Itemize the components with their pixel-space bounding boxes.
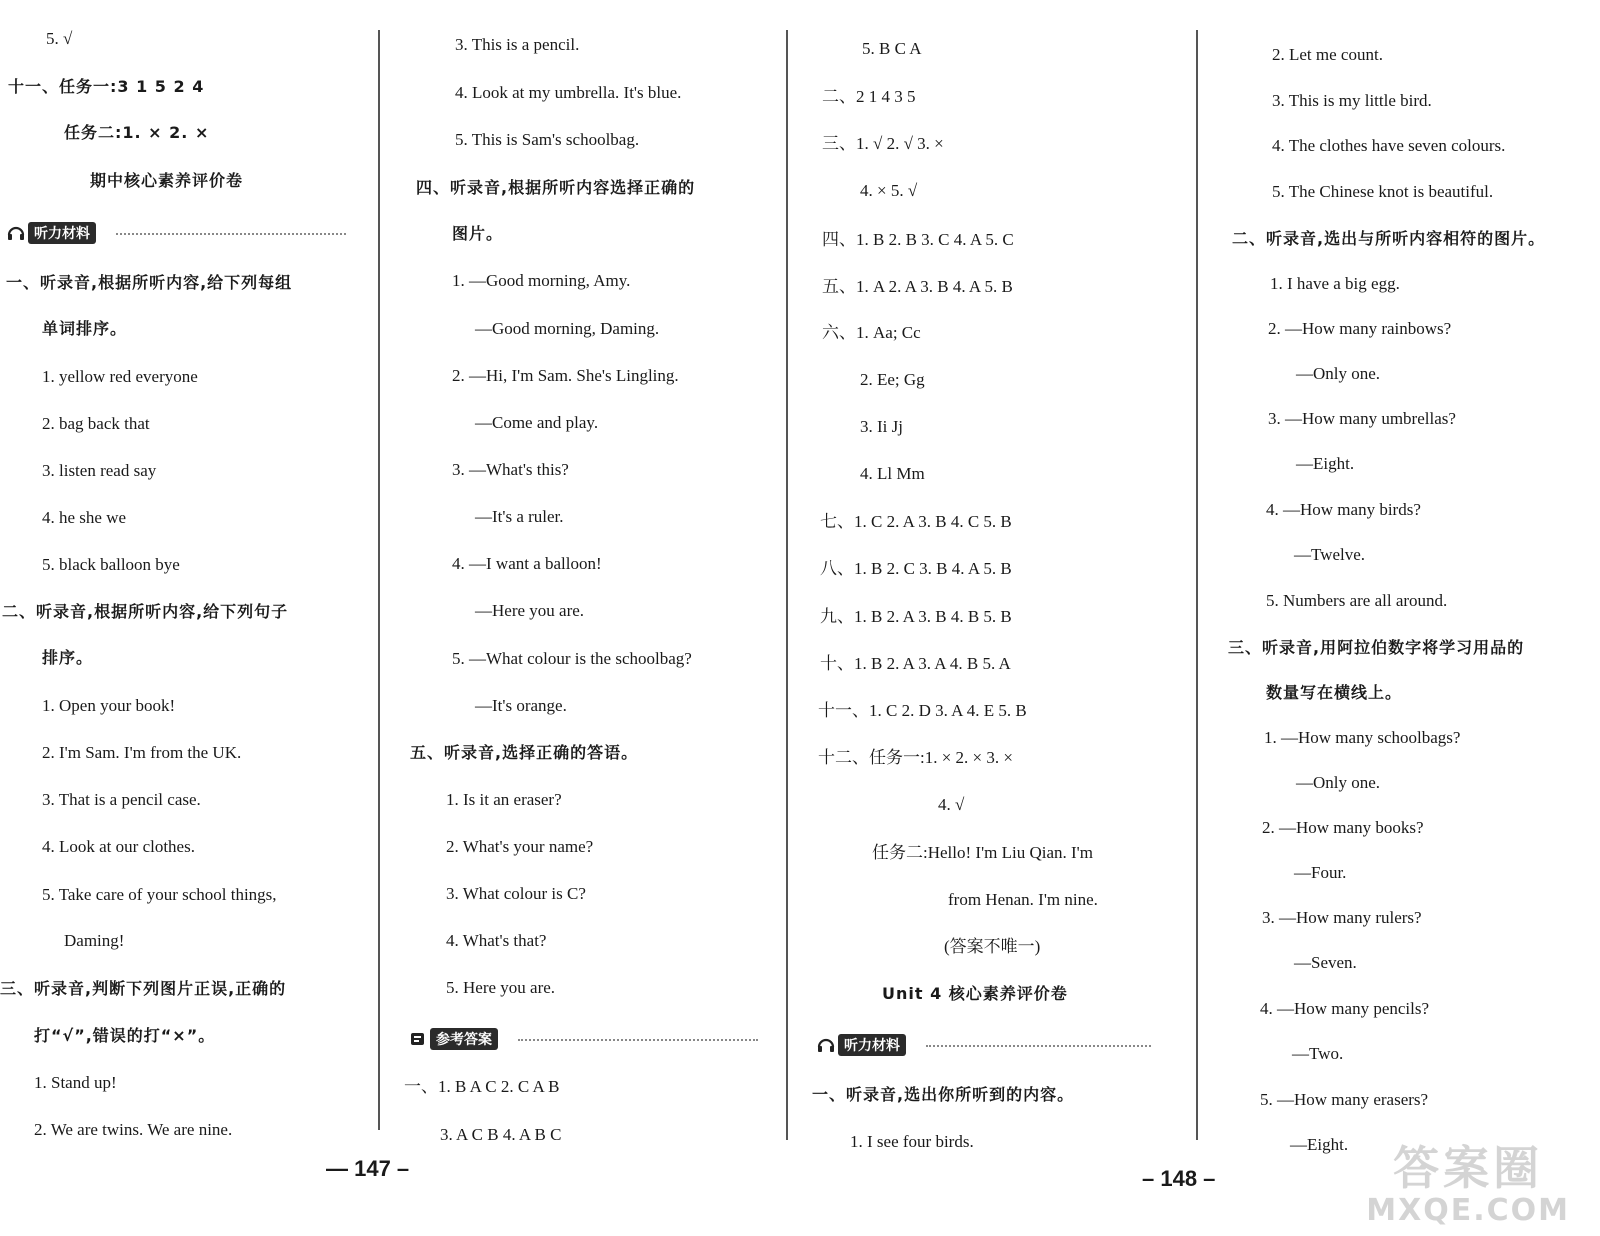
answer-line: Daming! — [64, 931, 125, 950]
section-tag-label: 听力材料 — [838, 1034, 906, 1056]
answer-line: 五、1. A 2. A 3. B 4. A 5. B — [822, 277, 1013, 296]
question-heading: 二、听录音,选出与所听内容相符的图片。 — [1232, 229, 1546, 248]
question-heading: 数量写在横线上。 — [1266, 683, 1403, 702]
headphones-icon — [6, 223, 26, 243]
page-number: – 148 – — [1142, 1166, 1216, 1191]
answer-line: 九、1. B 2. A 3. B 4. B 5. B — [820, 607, 1012, 626]
answer-line: 5. black balloon bye — [42, 555, 180, 574]
answer-line: 5. This is Sam's schoolbag. — [455, 130, 640, 149]
answer-line: 5. B C A — [862, 39, 922, 58]
answer-line: 四、1. B 2. B 3. C 4. A 5. C — [822, 230, 1014, 249]
answer-line: 1. Is it an eraser? — [446, 790, 562, 809]
answer-line: 4. Look at our clothes. — [42, 837, 195, 856]
answer-line: 4. —How many pencils? — [1260, 999, 1430, 1018]
answer-line: 5. Here you are. — [446, 978, 556, 997]
answer-line: 任务二:Hello! I'm Liu Qian. I'm — [872, 843, 1093, 862]
section-title: Unit 4 核心素养评价卷 — [882, 984, 1068, 1003]
answer-line: 一、1. B A C 2. C A B — [404, 1077, 560, 1096]
answer-line: 3. listen read say — [42, 461, 157, 480]
question-heading: 五、听录音,选择正确的答语。 — [410, 743, 639, 762]
answer-line: 2. —How many rainbows? — [1268, 319, 1452, 338]
answer-line: 七、1. C 2. A 3. B 4. C 5. B — [820, 512, 1012, 531]
answer-line: —Only one. — [1296, 364, 1381, 383]
answer-line: 3. What colour is C? — [446, 884, 586, 903]
answer-line: —Come and play. — [475, 413, 599, 432]
answer-line: 3. This is a pencil. — [455, 35, 580, 54]
question-heading: 一、听录音,根据所听内容,给下列每组 — [6, 273, 293, 292]
answer-line: —Eight. — [1290, 1135, 1349, 1154]
question-heading: 打“√”,错误的打“×”。 — [34, 1026, 216, 1045]
watermark-logo-text: 答案圈 — [1393, 1141, 1544, 1195]
dotted-rule — [116, 233, 346, 235]
answer-line: 4. What's that? — [446, 931, 547, 950]
answer-line: from Henan. I'm nine. — [948, 890, 1098, 909]
answer-line: 三、1. √ 2. √ 3. × — [822, 134, 944, 153]
answer-line: 六、1. Aa; Cc — [822, 323, 921, 342]
column-divider — [786, 30, 788, 1140]
answer-line: —It's orange. — [475, 696, 567, 715]
dotted-rule — [926, 1045, 1151, 1047]
section-tag — [408, 1028, 498, 1050]
question-heading: 任务二:1. × 2. × — [64, 123, 210, 142]
answer-line: 3. —How many rulers? — [1262, 908, 1422, 927]
answer-line: 2. Ee; Gg — [860, 370, 925, 389]
answer-line: 4. —I want a balloon! — [452, 554, 602, 573]
answer-line: 2. Let me count. — [1272, 45, 1383, 64]
answer-line: 1. —Good morning, Amy. — [452, 271, 631, 290]
answer-line: 十一、1. C 2. D 3. A 4. E 5. B — [818, 701, 1027, 720]
answer-line: —Seven. — [1294, 953, 1357, 972]
section-tag-label: 参考答案 — [430, 1028, 498, 1050]
headphones-icon — [816, 1035, 836, 1055]
section-tag — [6, 222, 96, 244]
answer-line: 5. √ — [46, 29, 73, 48]
answer-line: 5. Take care of your school things, — [42, 885, 277, 904]
question-heading: 二、听录音,根据所听内容,给下列句子 — [2, 602, 289, 621]
answer-line: —Twelve. — [1294, 545, 1366, 564]
answer-line: —Only one. — [1296, 773, 1381, 792]
book-icon — [408, 1029, 428, 1049]
answer-line: 2. —Hi, I'm Sam. She's Lingling. — [452, 366, 679, 385]
answer-line: —Here you are. — [475, 601, 585, 620]
answer-line: 2. We are twins. We are nine. — [34, 1120, 233, 1139]
answer-line: —Four. — [1294, 863, 1347, 882]
answer-line: 二、2 1 4 3 5 — [822, 87, 916, 106]
answer-line: 1. yellow red everyone — [42, 367, 198, 386]
answer-line: 八、1. B 2. C 3. B 4. A 5. B — [820, 559, 1012, 578]
answer-line: 3. —What's this? — [452, 460, 569, 479]
column-divider — [378, 30, 380, 1130]
question-heading: 十一、任务一:3 1 5 2 4 — [8, 77, 205, 96]
answer-line: 5. Numbers are all around. — [1266, 591, 1448, 610]
answer-line: —Eight. — [1296, 454, 1355, 473]
answer-line: 2. What's your name? — [446, 837, 594, 856]
answer-line: 5. —What colour is the schoolbag? — [452, 649, 692, 668]
answer-line: 2. I'm Sam. I'm from the UK. — [42, 743, 242, 762]
answer-line: —Two. — [1292, 1044, 1344, 1063]
answer-line: 4. Ll Mm — [860, 464, 925, 483]
answer-line: 4. he she we — [42, 508, 127, 527]
question-heading: 四、听录音,根据所听内容选择正确的 — [416, 178, 696, 197]
dotted-rule — [518, 1039, 758, 1041]
answer-line: 1. I have a big egg. — [1270, 274, 1400, 293]
question-heading: 三、听录音,判断下列图片正误,正确的 — [0, 979, 287, 998]
answer-line: 3. This is my little bird. — [1272, 91, 1432, 110]
column-divider — [1196, 30, 1198, 1140]
question-heading: 三、听录音,用阿拉伯数字将学习用品的 — [1228, 638, 1525, 657]
answer-line: 4. —How many birds? — [1266, 500, 1421, 519]
answer-line: 3. A C B 4. A B C — [440, 1125, 562, 1144]
answer-line: 1. —How many schoolbags? — [1264, 728, 1461, 747]
answer-line: 1. Stand up! — [34, 1073, 117, 1092]
answer-line: 4. Look at my umbrella. It's blue. — [455, 83, 682, 102]
question-heading: 一、听录音,选出你所听到的内容。 — [812, 1085, 1075, 1104]
question-heading: 单词排序。 — [42, 319, 128, 338]
answer-line: 5. —How many erasers? — [1260, 1090, 1429, 1109]
answer-line: 1. Open your book! — [42, 696, 176, 715]
answer-line: 1. I see four birds. — [850, 1132, 974, 1151]
answer-line: 3. —How many umbrellas? — [1268, 409, 1456, 428]
answer-line: 4. The clothes have seven colours. — [1272, 136, 1506, 155]
question-heading: 排序。 — [42, 648, 94, 667]
answer-line: 3. Ii Jj — [860, 417, 903, 436]
answer-line: 4. √ — [938, 795, 965, 814]
section-title: 期中核心素养评价卷 — [90, 171, 244, 190]
answer-line: 十、1. B 2. A 3. A 4. B 5. A — [820, 654, 1011, 673]
answer-line: —Good morning, Daming. — [475, 319, 660, 338]
question-heading: 图片。 — [452, 224, 504, 243]
answer-line: 4. × 5. √ — [860, 181, 918, 200]
section-tag — [816, 1034, 906, 1056]
answer-line: 2. bag back that — [42, 414, 150, 433]
page-number: — 147 – — [326, 1156, 410, 1181]
answer-line: (答案不唯一) — [944, 937, 1041, 956]
answer-line: 5. The Chinese knot is beautiful. — [1272, 182, 1494, 201]
answer-line: 3. That is a pencil case. — [42, 790, 201, 809]
watermark — [1366, 1143, 1570, 1228]
watermark-url: MXQE.COM — [1366, 1193, 1570, 1228]
answer-line: —It's a ruler. — [475, 507, 564, 526]
answer-line: 十二、任务一:1. × 2. × 3. × — [818, 748, 1013, 767]
answer-line: 2. —How many books? — [1262, 818, 1424, 837]
section-tag-label: 听力材料 — [28, 222, 96, 244]
